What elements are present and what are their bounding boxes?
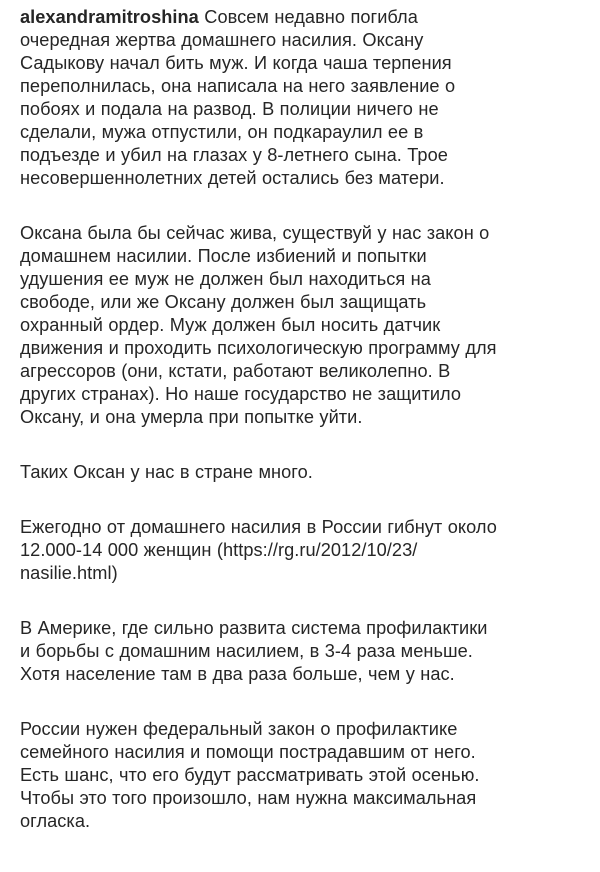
caption-line: свободе, или же Оксану должен был защищать bbox=[20, 292, 427, 312]
caption-line: других странах). Но наше государство не защитило bbox=[20, 384, 462, 404]
caption-line: В Америке, где сильно развита система профилактики bbox=[20, 618, 488, 638]
caption-line: России нужен федеральный закон о профилактике bbox=[20, 719, 458, 739]
caption-line: Садыкову начал бить муж. И когда чаша терпения bbox=[20, 53, 452, 73]
caption-line bbox=[20, 6, 582, 29]
paragraph-gap bbox=[20, 686, 582, 718]
caption-line: огласка. bbox=[20, 811, 91, 831]
username-link[interactable]: alexandramitroshina bbox=[20, 7, 199, 27]
caption-line: Оксана была бы сейчас жива, существуй у нас закон о bbox=[20, 223, 490, 243]
caption-line: побоях и подала на развод. В полиции ничего не bbox=[20, 99, 439, 119]
caption-paragraph-5 bbox=[20, 617, 582, 686]
caption-line: несовершеннолетних детей остались без матери. bbox=[20, 168, 445, 188]
caption-line: 12.000-14 000 женщин (https://rg.ru/2012/10/23/ bbox=[20, 540, 418, 560]
caption-paragraph-4 bbox=[20, 516, 582, 585]
caption-line: удушения ее муж не должен был находиться на bbox=[20, 269, 431, 289]
caption-line: агрессоров (они, кстати, работают великолепно. В bbox=[20, 361, 451, 381]
caption-paragraph-1 bbox=[20, 6, 582, 190]
caption-paragraph-3 bbox=[20, 461, 582, 484]
caption-line: подъезде и убил на глазах у 8-летнего сына. Трое bbox=[20, 145, 448, 165]
caption-line: и борьбы с домашним насилием, в 3-4 раза меньше. bbox=[20, 641, 473, 661]
paragraph-gap bbox=[20, 190, 582, 222]
caption-line: очередная жертва домашнего насилия. Оксану bbox=[20, 30, 424, 50]
caption-line: Есть шанс, что его будут рассматривать этой осенью. bbox=[20, 765, 480, 785]
caption-line: Хотя население там в два раза больше, чем у нас. bbox=[20, 664, 455, 684]
paragraph-gap bbox=[20, 484, 582, 516]
caption-line: Оксану, и она умерла при попытке уйти. bbox=[20, 407, 363, 427]
caption-line: Чтобы это того произошло, нам нужна максимальная bbox=[20, 788, 477, 808]
caption-line: Таких Оксан у нас в стране много. bbox=[20, 462, 313, 482]
caption-paragraph-2 bbox=[20, 222, 582, 429]
paragraph-gap bbox=[20, 429, 582, 461]
caption-line: движения и проходить психологическую программу для bbox=[20, 338, 497, 358]
caption-line: Ежегодно от домашнего насилия в России гибнут около bbox=[20, 517, 497, 537]
caption-line: сделали, мужа отпустили, он подкараулил ее в bbox=[20, 122, 424, 142]
caption-text: Совсем недавно погибла bbox=[198, 7, 418, 27]
caption-paragraph-6 bbox=[20, 718, 582, 833]
caption-line: семейного насилия и помощи пострадавшим от него. bbox=[20, 742, 476, 762]
caption-line: переполнилась, она написала на него заявление о bbox=[20, 76, 456, 96]
caption-line: охранный ордер. Муж должен был носить датчик bbox=[20, 315, 441, 335]
caption-line: nasilie.html) bbox=[20, 563, 118, 583]
paragraph-gap bbox=[20, 585, 582, 617]
caption-line: домашнем насилии. После избиений и попытки bbox=[20, 246, 427, 266]
